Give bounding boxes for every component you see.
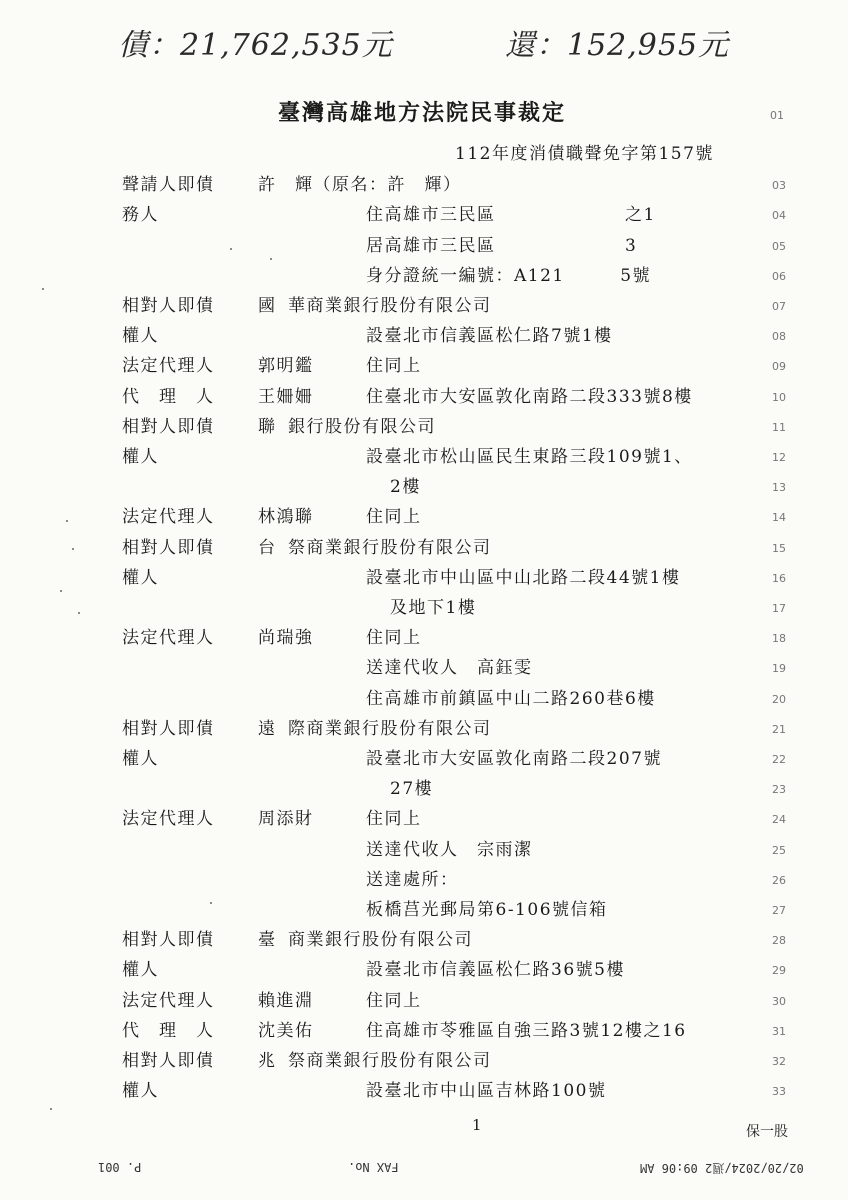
document-title: 臺灣高雄地方法院民事裁定	[278, 100, 567, 126]
line-number: 11	[772, 421, 786, 434]
party-role-label: 相對人即債	[122, 719, 215, 739]
line-number: 08	[772, 330, 786, 343]
party-name: 聯	[258, 417, 277, 437]
party-name: 賴進淵	[258, 991, 314, 1011]
party-role-label: 相對人即債	[122, 538, 215, 558]
line-number: 20	[772, 693, 786, 706]
party-role-label: 法定代理人	[122, 507, 215, 527]
handwritten-debt-total: 債：21,762,535元	[118, 28, 393, 63]
scan-speck	[60, 590, 62, 592]
scan-speck	[210, 902, 212, 904]
party-detail: 設臺北市信義區松仁路36號5樓	[366, 960, 625, 980]
party-name: 王姍姍	[258, 387, 314, 407]
line-number: 30	[772, 995, 786, 1008]
party-detail: 祭商業銀行股份有限公司	[288, 538, 492, 558]
fax-number-label: FAX No.	[348, 1160, 399, 1174]
line-number: 19	[772, 662, 786, 675]
party-role-label: 權人	[122, 1081, 159, 1101]
line-number: 32	[772, 1055, 786, 1068]
party-detail: 27樓	[390, 779, 434, 799]
line-number-01: 01	[770, 109, 784, 122]
party-role-label: 權人	[122, 326, 159, 346]
party-role-label: 權人	[122, 960, 159, 980]
scan-speck	[42, 288, 44, 290]
party-name: 沈美佑	[258, 1021, 314, 1041]
party-name: 郭明鑑	[258, 356, 314, 376]
party-detail: 商業銀行股份有限公司	[288, 930, 473, 950]
case-number: 112年度消債職聲免字第157號	[455, 144, 714, 164]
party-detail: 住同上	[366, 507, 422, 527]
party-detail: 華商業銀行股份有限公司	[288, 296, 492, 316]
party-role-label: 務人	[122, 205, 159, 225]
party-detail: 設臺北市大安區敦化南路二段207號	[366, 749, 662, 769]
line-number: 03	[772, 179, 786, 192]
line-number: 26	[772, 874, 786, 887]
party-role-label: 法定代理人	[122, 628, 215, 648]
party-role-label: 法定代理人	[122, 356, 215, 376]
line-number: 09	[772, 360, 786, 373]
party-detail: 住同上	[366, 356, 422, 376]
scan-speck	[72, 548, 74, 550]
party-role-label: 相對人即債	[122, 296, 215, 316]
party-detail: 設臺北市松山區民生東路三段109號1、	[366, 447, 693, 467]
party-name: 臺	[258, 930, 277, 950]
line-number: 21	[772, 723, 786, 736]
line-number: 25	[772, 844, 786, 857]
handwritten-repaid-total: 還：152,955元	[505, 28, 730, 63]
party-role-label: 法定代理人	[122, 991, 215, 1011]
party-name: 林鴻聯	[258, 507, 314, 527]
line-number: 13	[772, 481, 786, 494]
party-role-label: 權人	[122, 749, 159, 769]
party-role-label: 法定代理人	[122, 809, 215, 829]
line-number: 22	[772, 753, 786, 766]
line-number: 04	[772, 209, 786, 222]
line-number: 33	[772, 1085, 786, 1098]
party-detail: 板橋莒光郵局第6-106號信箱	[366, 900, 608, 920]
scan-speck	[270, 258, 272, 260]
line-number: 23	[772, 783, 786, 796]
scan-speck	[78, 612, 80, 614]
party-role-label: 權人	[122, 568, 159, 588]
party-detail: 設臺北市信義區松仁路7號1樓	[366, 326, 613, 346]
line-number: 05	[772, 240, 786, 253]
party-detail: 住高雄市苓雅區自強三路3號12樓之16	[366, 1021, 687, 1041]
fax-page-label: P. 001	[98, 1160, 142, 1174]
party-name: 尚瑞強	[258, 628, 314, 648]
party-role-label: 代 理 人	[122, 1021, 215, 1041]
party-role-label: 權人	[122, 447, 159, 467]
party-role-label: 代 理 人	[122, 387, 215, 407]
party-name: 許 輝（原名：許 輝）	[258, 175, 462, 195]
line-number: 17	[772, 602, 786, 615]
line-number: 06	[772, 270, 786, 283]
party-detail: 住高雄市前鎮區中山二路260巷6樓	[366, 689, 656, 709]
party-detail: 身分證統一編號：A121 5號	[366, 266, 652, 286]
party-detail: 設臺北市中山區中山北路二段44號1樓	[366, 568, 681, 588]
scan-speck	[230, 248, 232, 250]
party-detail: 祭商業銀行股份有限公司	[288, 1051, 492, 1071]
party-name: 國	[258, 296, 277, 316]
line-number: 14	[772, 511, 786, 524]
party-detail: 送達代收人 宗雨潔	[366, 840, 533, 860]
party-detail: 銀行股份有限公司	[288, 417, 436, 437]
page-number: 1	[472, 1116, 482, 1134]
party-detail: 住同上	[366, 628, 422, 648]
party-detail: 住同上	[366, 991, 422, 1011]
line-number: 29	[772, 964, 786, 977]
party-detail: 居高雄市三民區 3	[366, 236, 638, 256]
party-role-label: 相對人即債	[122, 1051, 215, 1071]
scan-speck	[66, 520, 68, 522]
party-detail: 送達處所：	[366, 870, 459, 890]
line-number: 24	[772, 813, 786, 826]
party-role-label: 相對人即債	[122, 417, 215, 437]
fax-timestamp: 02/20/2024/週2 09:06 AM	[640, 1161, 804, 1175]
line-number: 12	[772, 451, 786, 464]
party-detail: 住高雄市三民區 之1	[366, 205, 656, 225]
party-name: 周添財	[258, 809, 314, 829]
party-detail: 送達代收人 高鈺雯	[366, 658, 533, 678]
party-detail: 2樓	[390, 477, 421, 497]
section-label: 保一股	[746, 1124, 788, 1140]
party-detail: 住臺北市大安區敦化南路二段333號8樓	[366, 387, 693, 407]
scan-speck	[50, 1108, 52, 1110]
line-number: 15	[772, 542, 786, 555]
party-role-label: 聲請人即債	[122, 175, 215, 195]
line-number: 31	[772, 1025, 786, 1038]
party-name: 遠	[258, 719, 277, 739]
party-name: 兆	[258, 1051, 277, 1071]
party-detail: 設臺北市中山區吉林路100號	[366, 1081, 607, 1101]
party-role-label: 相對人即債	[122, 930, 215, 950]
line-number: 18	[772, 632, 786, 645]
line-number: 27	[772, 904, 786, 917]
party-name: 台	[258, 538, 277, 558]
line-number: 07	[772, 300, 786, 313]
line-number: 16	[772, 572, 786, 585]
party-detail: 及地下1樓	[390, 598, 477, 618]
line-number: 10	[772, 391, 786, 404]
line-number: 28	[772, 934, 786, 947]
party-detail: 住同上	[366, 809, 422, 829]
party-detail: 際商業銀行股份有限公司	[288, 719, 492, 739]
